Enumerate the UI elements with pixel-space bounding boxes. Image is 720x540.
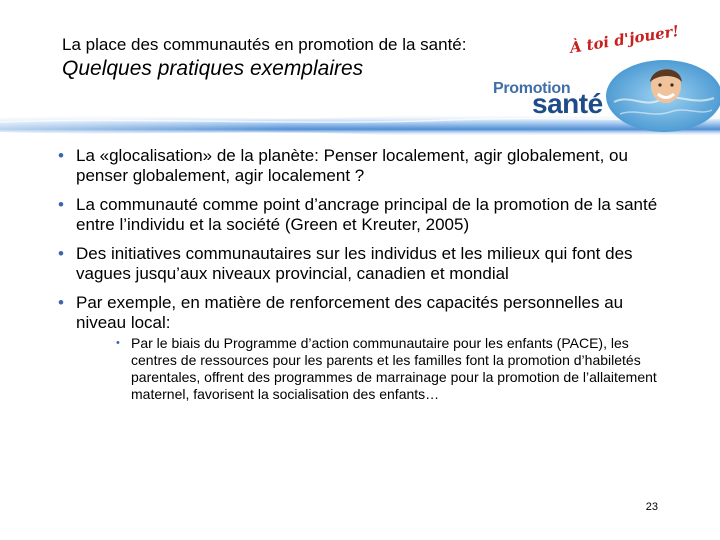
bullet-marker: •: [58, 244, 64, 263]
logo-word-sante: santé: [532, 88, 603, 119]
sub-bullet-text: Par le biais du Programme d’action communautaire pour les enfants (PACE), les centres de ressources pour les parents et les familles font la promotion d’habiletés parentales, offrent des programmes de marrainage pour la promotion de l’allaitement maternel, favorisent la socialisation des enfants…: [131, 335, 657, 402]
promotion-sante-logo: [488, 21, 720, 130]
bullet-item: [58, 293, 668, 403]
slide-title-line2: Quelques pratiques exemplaires: [62, 57, 364, 80]
page-number: 23: [645, 501, 658, 513]
bullet-item: [58, 146, 668, 186]
bullet-text: La «glocalisation» de la planète: Penser localement, agir globalement, ou penser globalement, agir localement ?: [76, 146, 628, 185]
bullet-text: La communauté comme point d’ancrage principal de la promotion de la santé entre l’individu et la société (Green et Kreuter, 2005): [76, 195, 658, 234]
bullet-marker: •: [58, 195, 64, 214]
bullet-marker: •: [58, 293, 64, 312]
bullet-item: [58, 244, 668, 284]
bullet-text: Par exemple, en matière de renforcement des capacités personnelles au niveau local:: [76, 293, 624, 332]
bullet-list: [58, 146, 668, 412]
logo-tagline: À toi d'jouer!: [568, 21, 681, 57]
bullet-item: [58, 195, 668, 235]
sub-bullet-item: [116, 335, 668, 403]
sub-bullet-marker: •: [116, 337, 120, 349]
bullet-text: Des initiatives communautaires sur les individus et les milieux qui font des vagues jusqu’aux niveaux provincial, canadien et mondial: [76, 244, 633, 283]
swimmer-photo: [600, 56, 720, 132]
bullet-marker: •: [58, 146, 64, 165]
slide-title-line1: La place des communautés en promotion de la santé:: [62, 35, 467, 54]
logo-word-promotion: Promotion: [493, 80, 571, 97]
